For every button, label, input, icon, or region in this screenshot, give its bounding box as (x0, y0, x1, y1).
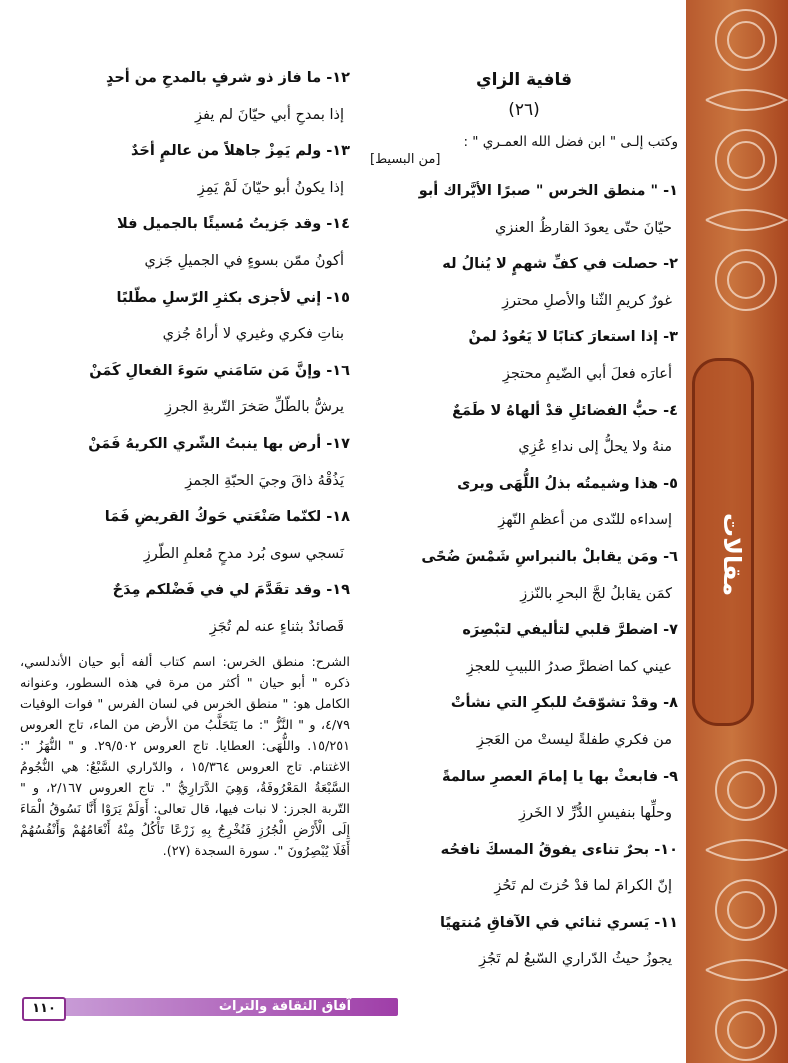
verse-line: ٧- اضطرَّ قلبي لتأليفي لتبْصِرَه (462, 622, 678, 639)
verse-line: ٣- إذا استعارَ كتابًا لا يَعُودُ لمنْ (468, 329, 678, 346)
verse-line: ١٩- وقد تقَدَّمَ لي في فَضْلكم مِدَحٌ (112, 582, 350, 599)
verse-line: ١٦- وإنَّ مَن سَامَني سَوءَ الفعالِ كَمَنْ (89, 362, 350, 379)
verse-line: عيني كما اضطرَّ صدرُ اللبيبِ للعجزِ (466, 658, 672, 675)
verse-line: كمَن يقابلُ لجَّ البحرِ بالنّززِ (520, 585, 672, 602)
verse-line: إذا بمدحِ أبي حيّانَ لم يفزِ (195, 106, 344, 123)
poem-number: (٢٦) (508, 100, 540, 120)
verse-line: ١٣- ولم يَمِزْ جاهلاً من عالمٍ أحَدٌ (131, 143, 350, 160)
verse-line: وحلِّها بنفيسِ الدُّرِّ لا الخَرزِ (518, 805, 672, 822)
verse-line: ١٠- بحرٌ تناءى يفوقُ المسكَ نافحُه (440, 841, 678, 858)
right-column (370, 60, 678, 978)
poem-meter: [من البسيط] (370, 152, 441, 167)
verse-line: يرشُّ بالطّلِّ صَخرَ التّربةِ الجرزِ (164, 399, 344, 416)
commentary-text: الشرح: منطق الخرس: اسم كتاب ألفه أبو حيان الأندلسي، ذكره " أبو حيان " أكثر من مرة في هذه السطور، وعنوانه الكامل هو: " منطق الخرس في لسان الفرس " فوات الوفيات ٤/٧٩، و " النَّزُّ ": ما يَتَحَلَّبُ من الأرض من الماء، تاج العروس ١٥/٢٥١. واللُّهَى: العطايا. تاج العروس ٢٩/٥٠٢. و " النُّهَزُ ": الاغتنام. تاج العروس ١٥/٣٦٤ ، والدّراري السَّبْعُ: هي النُّجُومُ السَّبْعَةُ المَعْرُوفَةُ، وَهِيَ الدَّرَارِيُّ ". تاج العروس ٢/١٦٧، و " التّربة الجرز: لا نبات فيها، قال تعالى: أَوَلَمْ يَرَوْا أَنَّا نَسُوقُ الْمَاءَ إِلَى الْأَرْضِ الْجُرُزِ فَنُخْرِجُ بِهِ زَرْعًا تَأْكُلُ مِنْهُ أَنْعَامُهُمْ وَأَنْفُسُهُمْ أَفَلَا يُبْصِرُونَ ". سورة السجدة (٢٧). (20, 654, 350, 859)
verse-line: يجوزُ حيثُ الدّراري السّبعُ لم تَجُزِ (479, 951, 672, 968)
verse-line: ١- " منطق الخرس " صبرًا الأيَّراك أبو (418, 183, 678, 199)
verse-line: نَسجي سوى بُرد مدحٍ مُعلمِ الطّرزِ (143, 545, 344, 562)
verse-line: حيّانَ حتّى يعودَ القارظُ العنزي (494, 219, 672, 236)
verse-line: إسداءه للنّدى من أعظمِ النّهزِ (498, 512, 672, 529)
verse-line: ١٨- لكنّما صَنْعَتي حَوكُ القريضِ فَمَا (104, 509, 350, 526)
verse-line: منهُ ولا يحلُّ إلى نداءِ عُزِي (518, 439, 672, 456)
rhyme-title: قافية الزاي (475, 70, 572, 90)
verse-line: ٨- وقدْ تشوّقتُ للبكرِ التي نشأتْ (450, 695, 678, 712)
verse-line: إنّ الكرامَ لما قدْ حُزتَ لم تَحُزِ (494, 878, 672, 895)
verse-line: غورٌ كريمِ الثّنا والأصلِ محترزِ (502, 292, 672, 309)
verse-line: ٩- فابعثْ بها يا إمامَ العصرِ سالمةً (441, 768, 678, 785)
verse-line: ١٥- إني لأجزى بكثرِ الرّسلِ مطّلبًا (116, 289, 350, 306)
verse-line: أكونُ ممّن بسوءٍ في الجميلِ جَزي (144, 252, 344, 269)
left-column (20, 60, 350, 862)
section-label: مقالات (718, 513, 746, 597)
verse-line: ٢- حصلت في كفِّ شهمٍ لا يُنالُ له (442, 256, 678, 273)
verse-line: أعارَه فعلَ أبي الضّيمِ محتجزِ (502, 365, 672, 382)
verse-line: ١٢- ما فاز ذو شرفٍ بالمدحِ من أحدٍ (105, 70, 350, 86)
magazine-title: آفاق الثقافة والتراث (218, 999, 352, 1014)
verse-line: ١١- يَسري ثنائي في الآفاقِ مُنتهيًا (440, 914, 678, 931)
verse-line: من فكري طفلةً ليستْ من العَجزِ (476, 731, 672, 748)
verse-line: ١٤- وقد جَزيتُ مُسيئًا بالجميل فلا (117, 216, 350, 233)
verse-line: ٦- ومَن يقابلْ بالنبراسِ شَمْسَ ضُحًى (421, 548, 678, 565)
verse-line: بناتِ فكري وغيري لا أراهُ جُزي (162, 326, 344, 343)
verse-line: ٤- حبُّ الفضائلِ قدْ ألهاهُ لا طَمَعٌ (452, 402, 678, 419)
verse-line: قَصائدٌ بثناءٍ عنه لم تُجَزِ (209, 618, 344, 635)
verse-line: يَذُقْهُ ذاقَ وجيَ الحبّةِ الجمزِ (185, 472, 344, 489)
page-number: ١١٠ (22, 997, 66, 1021)
verse-line: ١٧- أرض بها ينبتُ الشّري الكريهُ فَمَنْ (88, 435, 350, 452)
verse-line: ٥- هذا وشيمتُه بذلُ اللُّهَى ويرى (457, 475, 678, 492)
poem-intro: وكتب إلـى " ابن فضل الله العمـري " : (463, 134, 678, 150)
verse-line: إذا يكونُ أبو حيّانَ لَمْ يَمِزِ (197, 179, 344, 196)
